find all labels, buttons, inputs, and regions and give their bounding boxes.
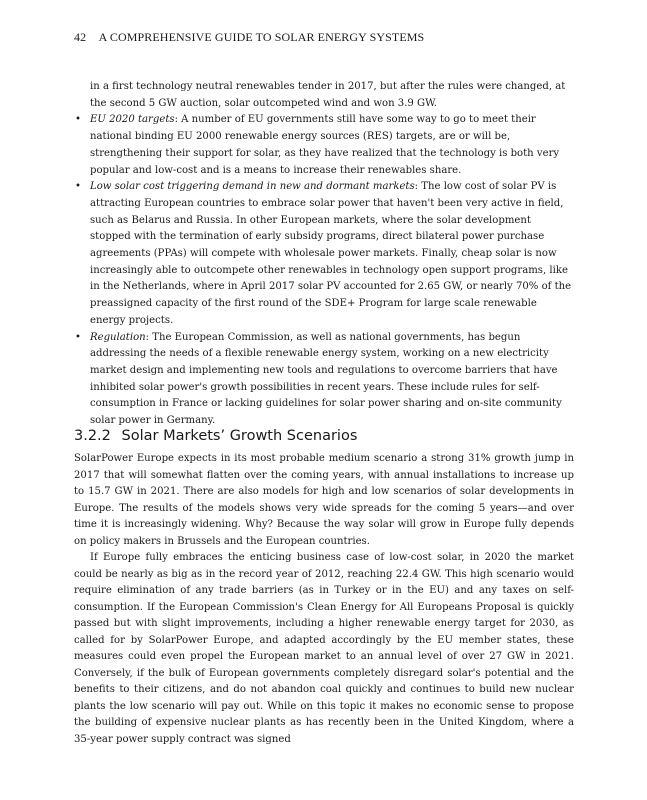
- paragraph-high-low-scenarios: If Europe fully embraces the enticing business case of low-cost solar, in 2020 the market could be nearly as big as in the record year of 2012, reaching 22.4 GW. This high scenario would require elimination of any trade barriers (as in Turkey or in the EU) and any taxes on self-consumption. If the European Commission's Clean Energy for All Europeans Proposal is quickly passed but with slight improvements, including a higher renewable energy target for 2030, as called for by SolarPower Europe, and adapted accordingly by the EU member states, these measures could even propel the European market to an annual level of over 27 GW in 2021. Conversely, if the bulk of European governments completely disregard solar's potential and the benefits to their citizens, and do not abandon coal quickly and continues to build new nuclear plants the low scenario will pay out. While on this topic it makes no economic sense to propose the building of expensive nuclear plants as has recently been in the United Kingdom, where a 35-year power supply contract was signed: [74, 552, 574, 745]
- section-title: Solar Markets’ Growth Scenarios: [121, 428, 358, 444]
- bullet-dot-icon: •: [75, 331, 81, 343]
- body-text: [74, 451, 574, 748]
- bullet-term: EU 2020 targets: [90, 114, 175, 126]
- bullet-item-low-solar-cost: [74, 179, 574, 329]
- bullet-text: in a first technology neutral renewables tender in 2017, but after the rules were changed, at the second 5 GW auction, solar outcompeted wind and won 3.9 GW.: [90, 81, 566, 109]
- section-number: 3.2.2: [74, 428, 111, 444]
- bullet-dot-icon: •: [75, 114, 81, 126]
- bullet-item-continuation: [74, 79, 574, 112]
- bullet-item-regulation: [74, 330, 574, 430]
- bullet-term: Regulation: [90, 331, 146, 343]
- bullet-text: : The low cost of solar PV is attracting European countries to embrace solar power that haven't been very active in field, such as Belarus and Russia. In other European markets, where the solar development stopped with the termination of early subsidy programs, direct bilateral power purchase agreements (PPAs) will compete with wholesale power markets. Finally, cheap solar is now increasingly able to outcompete other renewables in technology open support programs, like in the Netherlands, where in April 2017 solar PV accounted for 2.65 GW, or nearly 70% of the preassigned capacity of the first round of the SDE+ Program for large scale renewable energy projects.: [90, 181, 572, 326]
- paragraph-medium-scenario: SolarPower Europe expects in its most probable medium scenario a strong 31% growth jump in 2017 that will somewhat flatten over the coming years, with annual installations to increase up to 15.7 GW in 2021. There are also models for high and low scenarios of solar developments in Europe. The results of the models shows very wide spreads for the coming 5 years—and over time it is increasingly widening. Why? Because the way solar will grow in Europe fully depends on policy makers in Brussels and the European countries.: [74, 453, 574, 547]
- bullet-list: [74, 79, 574, 430]
- section-heading: [74, 426, 357, 446]
- bullet-text: : A number of EU governments still have some way to go to meet their national binding EU 2000 renewable energy sources (RES) targets, are or will be, strengthening their support for solar, as they have realized that the technology is both very popular and low-cost and is a means to increase their renewables share.: [90, 114, 560, 176]
- page-number: 42: [74, 30, 87, 44]
- running-head: [74, 30, 424, 45]
- bullet-text: : The European Commission, as well as national governments, has begun addressing the needs of a flexible renewable energy system, working on a new electricity market design and implementing new tools and regulations to overcome barriers that have inhibited solar power's growth possibilities in recent years. These include rules for self-consumption in France or lacking guidelines for solar power sharing and on-site community solar power in Germany.: [90, 331, 562, 427]
- bullet-dot-icon: •: [75, 181, 81, 193]
- bullet-item-eu-2020-targets: [74, 112, 574, 179]
- running-head-title: A COMPREHENSIVE GUIDE TO SOLAR ENERGY SYSTEMS: [98, 30, 425, 44]
- bullet-term: Low solar cost triggering demand in new and dormant markets: [90, 181, 415, 193]
